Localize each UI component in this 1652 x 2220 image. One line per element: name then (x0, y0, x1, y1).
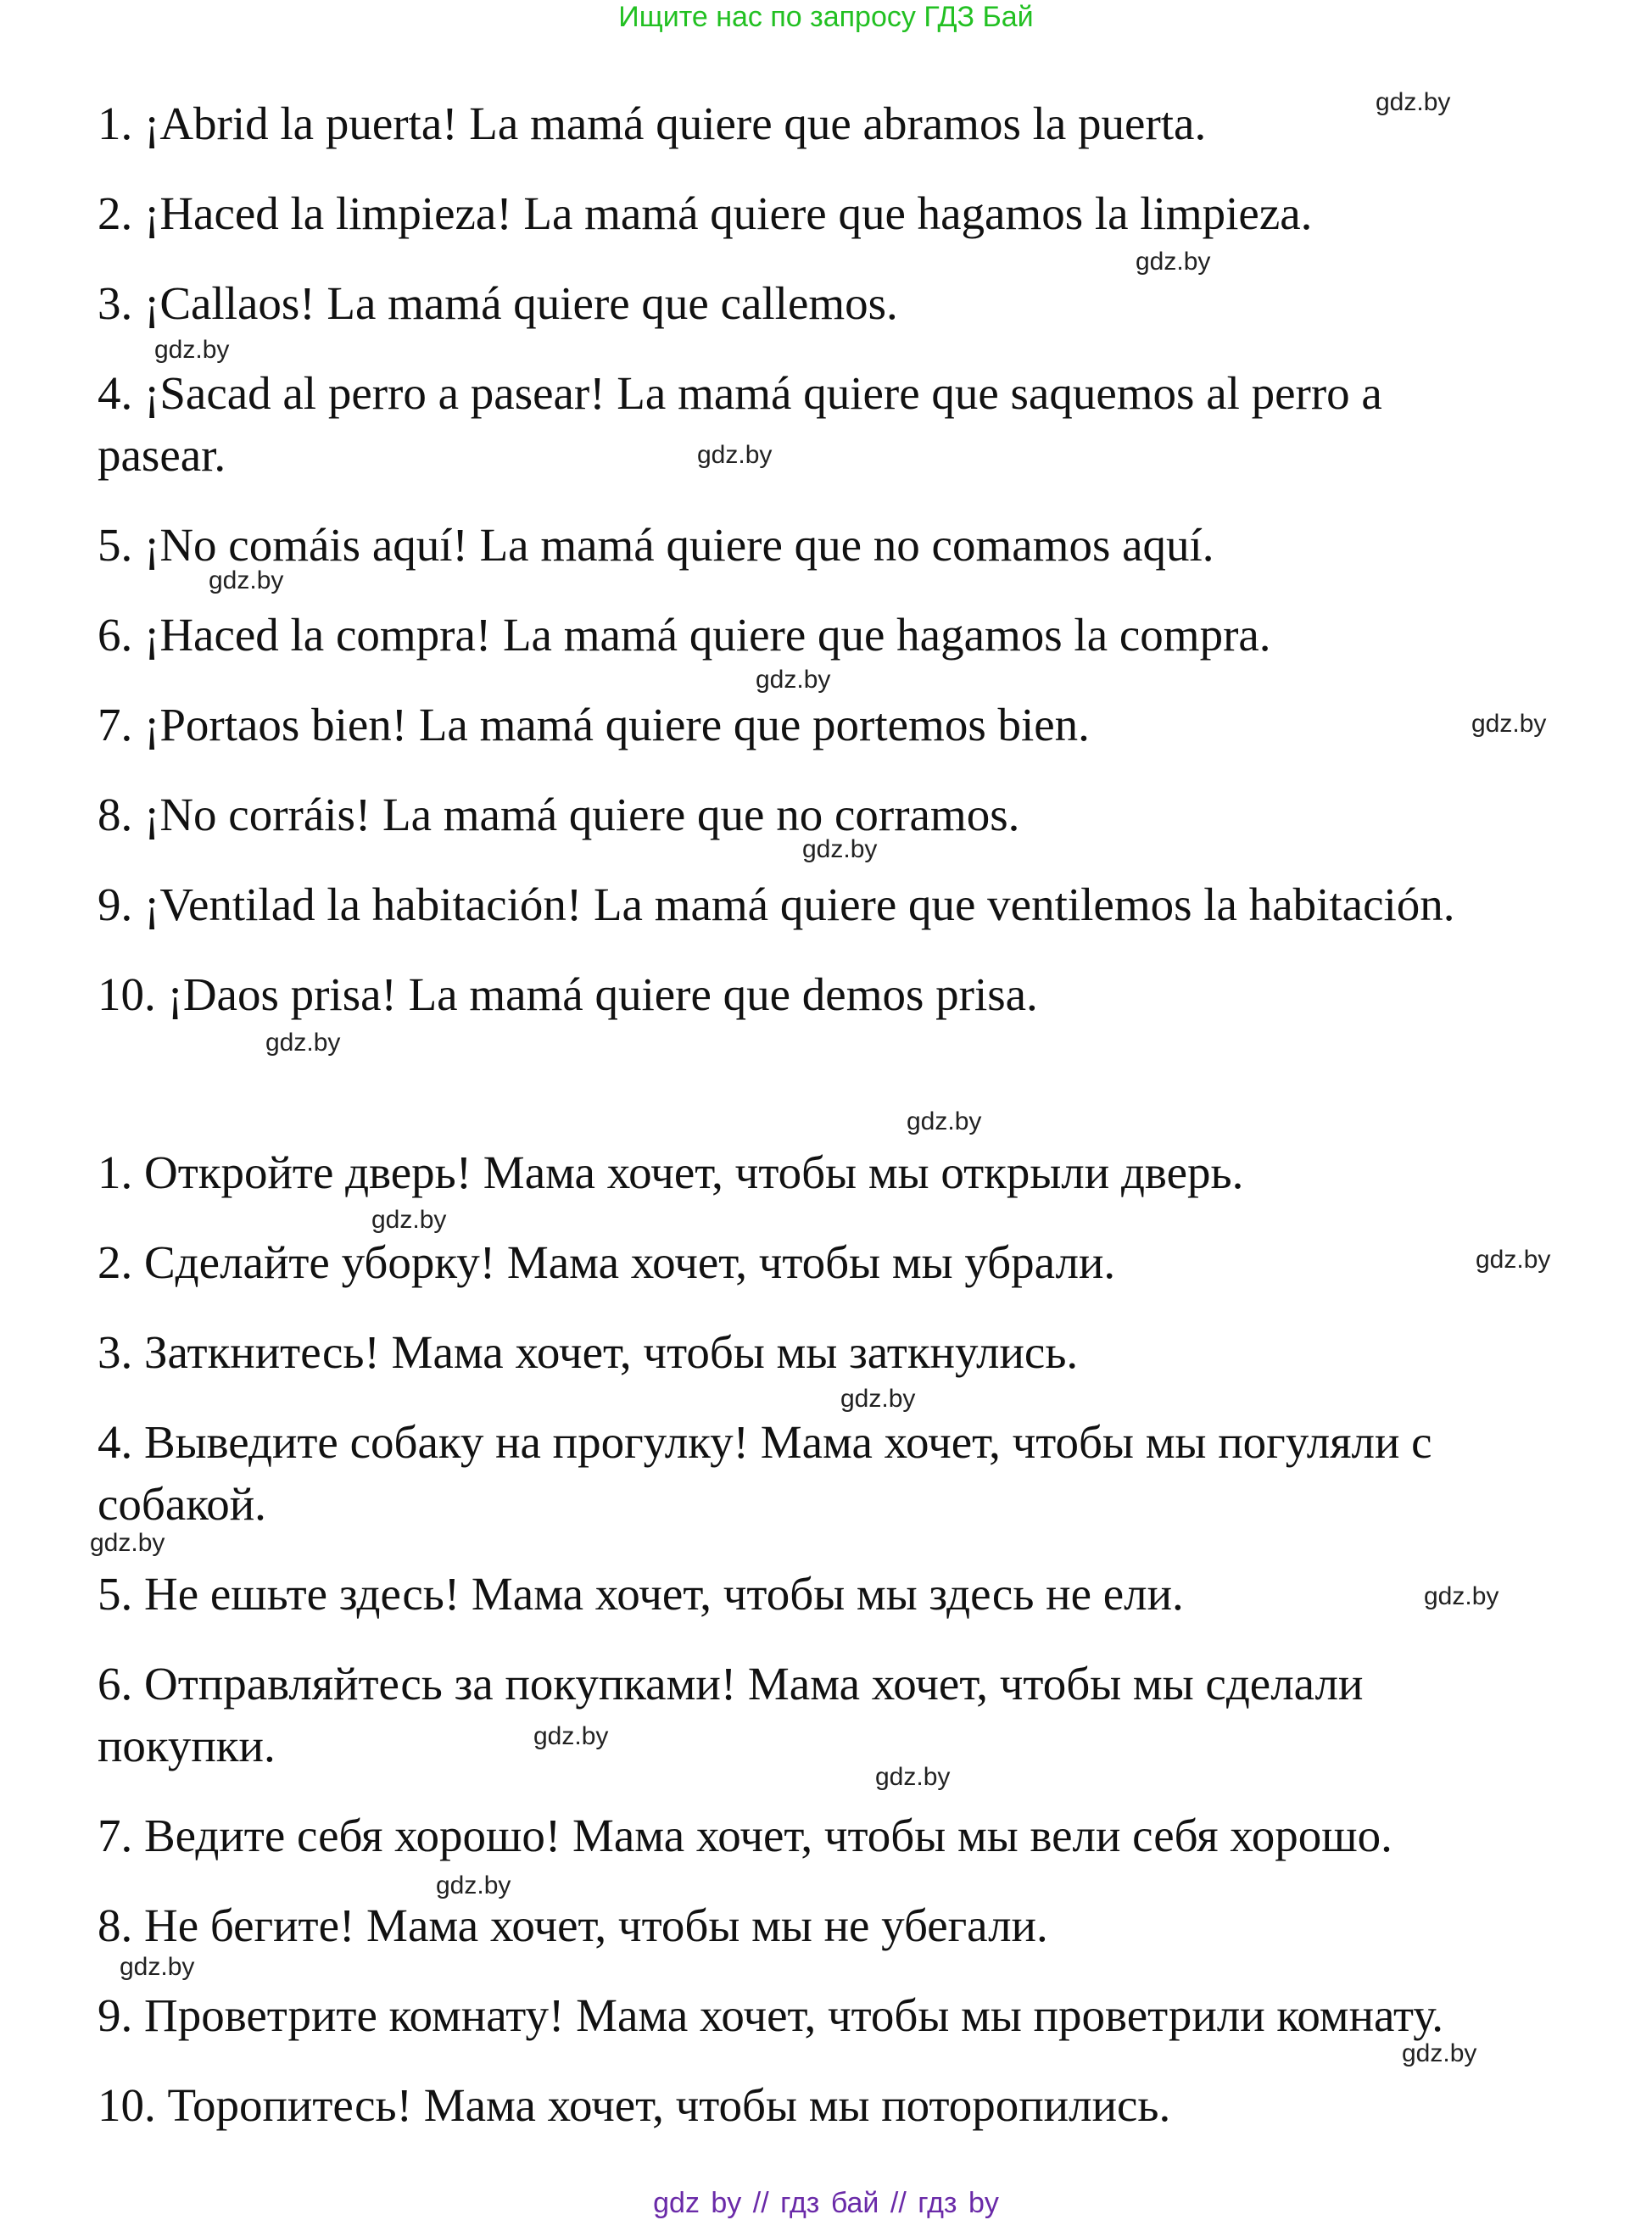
site-footer: gdz by // гдз бай // гдз by (653, 2187, 999, 2219)
watermark: gdz.by (154, 336, 230, 364)
russian-sentence-3: 3. Заткнитесь! Мама хочет, чтобы мы заткнулись. (98, 1326, 1079, 1378)
spanish-sentence-1: 1. ¡Abrid la puerta! La mamá quiere que abramos la puerta. (98, 98, 1207, 149)
watermark: gdz.by (840, 1385, 916, 1413)
watermark: gdz.by (907, 1107, 982, 1135)
watermark: gdz.by (1402, 2039, 1477, 2067)
watermark: gdz.by (875, 1763, 951, 1791)
watermark: gdz.by (90, 1529, 165, 1557)
watermark: gdz.by (1476, 1246, 1551, 1274)
watermark: gdz.by (436, 1871, 511, 1899)
watermark: gdz.by (1471, 710, 1547, 738)
spanish-sentence-6: 6. ¡Haced la compra! La mamá quiere que hagamos la compra. (98, 609, 1271, 661)
watermark: gdz.by (371, 1206, 447, 1234)
russian-sentence-2: 2. Сделайте уборку! Мама хочет, чтобы мы убрали. (98, 1236, 1116, 1288)
watermark: gdz.by (265, 1029, 341, 1057)
watermark: gdz.by (756, 666, 831, 694)
watermark: gdz.by (1424, 1582, 1499, 1610)
spanish-sentence-10: 10. ¡Daos prisa! La mamá quiere que demos prisa. (98, 968, 1038, 1020)
russian-sentence-4-cont: собакой. (98, 1478, 266, 1530)
russian-sentence-1: 1. Откройте дверь! Мама хочет, чтобы мы открыли дверь. (98, 1146, 1244, 1198)
spanish-sentence-4-cont: pasear. (98, 429, 226, 481)
spanish-sentence-2: 2. ¡Haced la limpieza! La mamá quiere que hagamos la limpieza. (98, 187, 1313, 239)
russian-sentence-4: 4. Выведите собаку на прогулку! Мама хочет, чтобы мы погуляли с (98, 1416, 1432, 1468)
watermark: gdz.by (120, 1953, 195, 1981)
watermark: gdz.by (1136, 248, 1211, 276)
watermark: gdz.by (697, 441, 773, 469)
watermark: gdz.by (209, 566, 284, 594)
watermark: gdz.by (533, 1722, 609, 1750)
spanish-sentence-5: 5. ¡No comáis aquí! La mamá quiere que no comamos aquí. (98, 519, 1214, 571)
spanish-sentence-7: 7. ¡Portaos bien! La mamá quiere que portemos bien. (98, 699, 1090, 750)
watermark: gdz.by (802, 835, 878, 863)
russian-sentence-10: 10. Торопитесь! Мама хочет, чтобы мы поторопились. (98, 2079, 1171, 2131)
russian-sentence-9: 9. Проветрите комнату! Мама хочет, чтобы мы проветрили комнату. (98, 1989, 1444, 2041)
spanish-sentence-8: 8. ¡No corráis! La mamá quiere que no corramos. (98, 789, 1020, 840)
russian-sentence-7: 7. Ведите себя хорошо! Мама хочет, чтобы мы вели себя хорошо. (98, 1810, 1392, 1861)
russian-sentence-8: 8. Не бегите! Мама хочет, чтобы мы не убегали. (98, 1899, 1048, 1951)
watermark: gdz.by (1376, 88, 1451, 116)
spanish-sentence-3: 3. ¡Callaos! La mamá quiere que callemos. (98, 277, 898, 329)
russian-sentence-6: 6. Отправляйтесь за покупками! Мама хочет, чтобы мы сделали (98, 1658, 1364, 1710)
spanish-sentence-4: 4. ¡Sacad al perro a pasear! La mamá quiere que saquemos al perro a (98, 367, 1382, 419)
russian-sentence-5: 5. Не ешьте здесь! Мама хочет, чтобы мы здесь не ели. (98, 1568, 1184, 1620)
spanish-sentence-9: 9. ¡Ventilad la habitación! La mamá quiere que ventilemos la habitación. (98, 879, 1455, 930)
search-hint-header: Ищите нас по запросу ГДЗ Бай (618, 1, 1034, 33)
russian-sentence-6-cont: покупки. (98, 1720, 276, 1771)
